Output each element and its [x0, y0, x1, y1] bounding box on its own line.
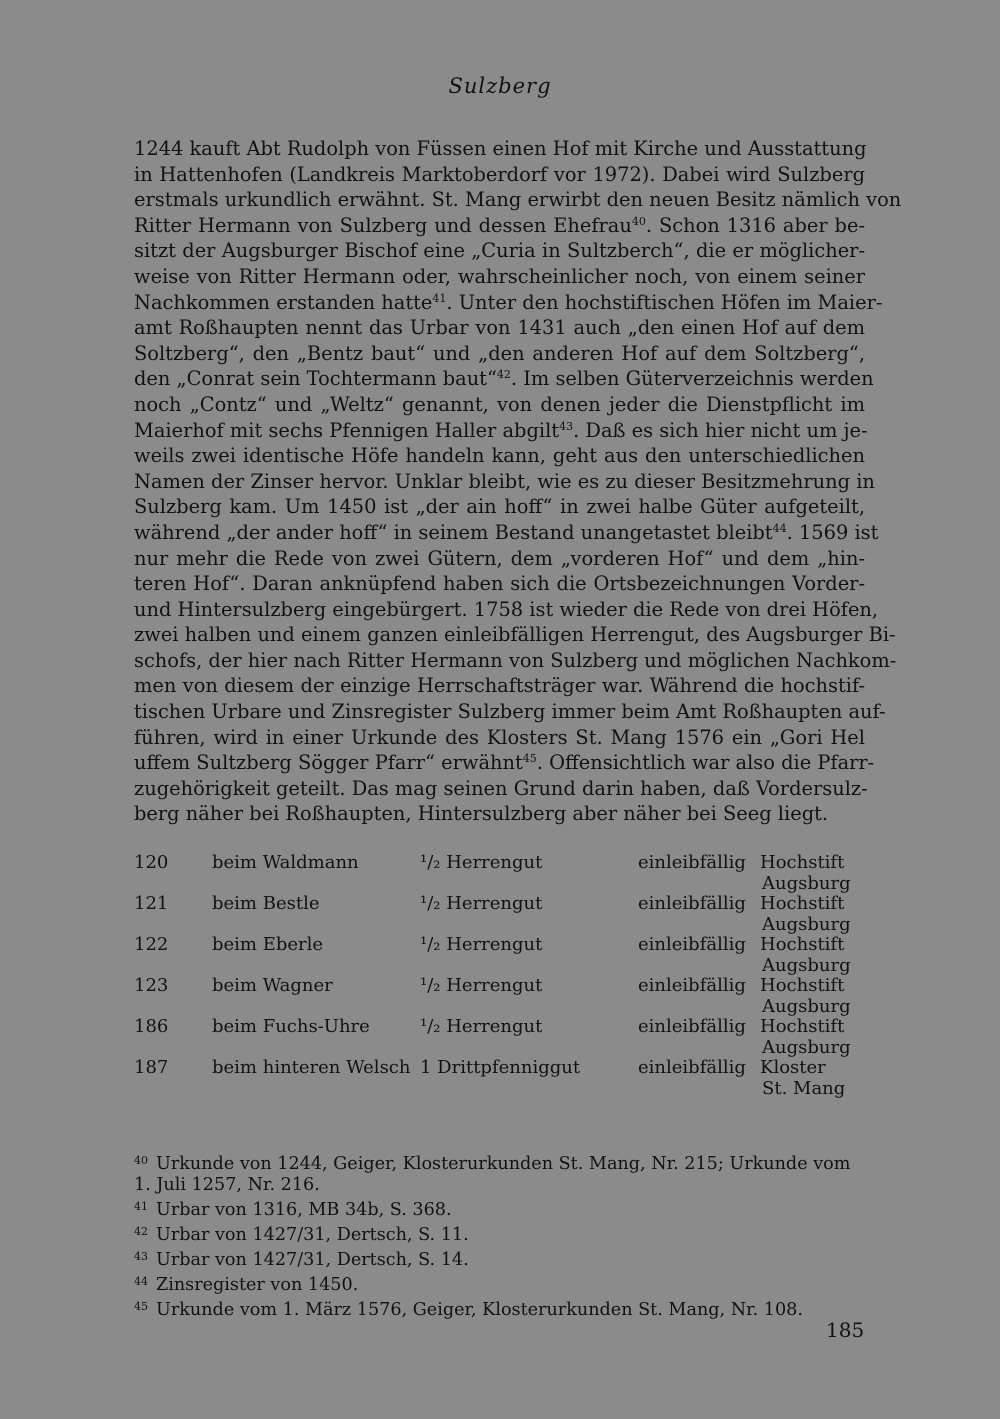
footnote: 45 Urkunde vom 1. März 1576, Geiger, Klosterurkunden St. Mang, Nr. 108.: [134, 1296, 865, 1321]
holding-size: ¹/₂ Herrengut: [420, 1016, 543, 1037]
footnote-ref: 44: [772, 521, 787, 535]
landlord: Hochstift Augsburg: [760, 852, 851, 894]
house-number: 123: [134, 975, 169, 996]
landlord: Kloster St. Mang: [760, 1057, 846, 1099]
footnote-continuation: 1. Juli 1257, Nr. 216.: [134, 1175, 320, 1195]
landlord: Hochstift Augsburg: [760, 934, 851, 976]
tenure-type: einleibfällig: [638, 893, 746, 914]
footnote-ref: 43: [559, 419, 574, 433]
holding-size: ¹/₂ Herrengut: [420, 893, 543, 914]
house-name: beim hinteren Welsch: [212, 1057, 411, 1078]
text-line: zwei halben und einem ganzen einleibfälligen Herrengut, des Augsburger Bi-: [134, 623, 896, 647]
text-line: Ritter Hermann von Sulzberg und dessen Ehefrau$^{40}$. Schon 1316 aber be-: [134, 213, 865, 237]
house-name: beim Wagner: [212, 975, 333, 996]
text-line: Maierhof mit sechs Pfennigen Haller abgilt$^{43}$. Daß es sich hier nicht um je-: [134, 418, 868, 442]
table-row: [134, 934, 865, 975]
text-line: während „der ander hoff“ in seinem Bestand unangetastet bleibt$^{44}$. 1569 ist: [134, 520, 879, 544]
house-number: 122: [134, 934, 169, 955]
house-name: beim Bestle: [212, 893, 320, 914]
text-line: uffem Sultzberg Sögger Pfarr“ erwähnt$^{45}$. Offensichtlich war also die Pfarr-: [134, 751, 875, 775]
footnote-mark: 43: [134, 1250, 148, 1263]
table-row: [134, 1057, 865, 1098]
text-line: zugehörigkeit geteilt. Das mag seinen Grund darin haben, daß Vordersulz-: [134, 776, 868, 800]
footnotes: [134, 1150, 865, 1321]
table-row: [134, 852, 865, 893]
text-line: men von diesem der einzige Herrschaftsträger war. Während die hochstif-: [134, 674, 865, 698]
holding-size: ¹/₂ Herrengut: [420, 852, 543, 873]
landlord: Hochstift Augsburg: [760, 893, 851, 935]
house-name: beim Eberle: [212, 934, 324, 955]
footnote: 44 Zinsregister von 1450.: [134, 1271, 865, 1296]
text-line: den „Conrat sein Tochtermann baut“$^{42}$. Im selben Güterverzeichnis werden: [134, 367, 874, 391]
holdings-table: [134, 852, 865, 1098]
text-line: Namen der Zinser hervor. Unklar bleibt, wie es zu dieser Besitzmehrung in: [134, 469, 875, 493]
footnote-mark: 40: [134, 1154, 148, 1167]
text-line: Nachkommen erstanden hatte$^{41}$. Unter den hochstiftischen Höfen im Maier-: [134, 290, 883, 314]
footnote: 43 Urbar von 1427/31, Dertsch, S. 14.: [134, 1246, 865, 1271]
footnote-mark: 42: [134, 1225, 148, 1238]
holding-size: ¹/₂ Herrengut: [420, 975, 543, 996]
footnote-ref: 42: [496, 368, 511, 382]
text-line: sitzt der Augsburger Bischof eine „Curia in Sultzberch“, die er möglicher-: [134, 239, 865, 263]
running-title: Sulzberg: [448, 74, 552, 98]
text-line: weils zwei identische Höfe handeln kann, geht aus den unterschiedlichen: [134, 444, 865, 468]
holding-size: 1 Drittpfenniggut: [420, 1057, 581, 1078]
table-row: [134, 975, 865, 1016]
text-line: nur mehr die Rede von zwei Gütern, dem „vorderen Hof“ und dem „hin-: [134, 546, 865, 570]
text-line: schofs, der hier nach Ritter Hermann von Sulzberg und möglichen Nachkom-: [134, 648, 897, 672]
text-line: und Hintersulzberg eingebürgert. 1758 ist wieder die Rede von drei Höfen,: [134, 597, 879, 621]
tenure-type: einleibfällig: [638, 1057, 746, 1078]
table-row: [134, 1016, 865, 1057]
tenure-type: einleibfällig: [638, 975, 746, 996]
footnote-ref: 40: [631, 214, 646, 228]
house-number: 121: [134, 893, 169, 914]
footnote-mark: 45: [134, 1300, 148, 1313]
footnote: 41 Urbar von 1316, MB 34b, S. 368.: [134, 1196, 865, 1221]
house-name: beim Fuchs-Uhre: [212, 1016, 370, 1037]
house-name: beim Waldmann: [212, 852, 359, 873]
footnote: 42 Urbar von 1427/31, Dertsch, S. 11.: [134, 1221, 865, 1246]
tenure-type: einleibfällig: [638, 1016, 746, 1037]
footnote-mark: 41: [134, 1200, 148, 1213]
house-number: 186: [134, 1016, 169, 1037]
tenure-type: einleibfällig: [638, 852, 746, 873]
landlord: Hochstift Augsburg: [760, 1016, 851, 1058]
holding-size: ¹/₂ Herrengut: [420, 934, 543, 955]
text-line: in Hattenhofen (Landkreis Marktoberdorf vor 1972). Dabei wird Sulzberg: [134, 162, 865, 186]
text-line: berg näher bei Roßhaupten, Hintersulzberg aber näher bei Seeg liegt.: [134, 802, 829, 826]
footnote-mark: 44: [134, 1275, 148, 1288]
text-line: tischen Urbare und Zinsregister Sulzberg immer beim Amt Roßhaupten auf-: [134, 700, 886, 724]
text-line: 1244 kauft Abt Rudolph von Füssen einen Hof mit Kirche und Ausstattung: [134, 137, 867, 160]
text-line: Soltzberg“, den „Bentz baut“ und „den anderen Hof auf dem Soltzberg“,: [134, 341, 865, 365]
table-row: [134, 893, 865, 934]
text-line: noch „Contz“ und „Weltz“ genannt, von denen jeder die Dienstpflicht im: [134, 392, 865, 416]
text-line: Sulzberg kam. Um 1450 ist „der ain hoff“ in zwei halbe Güter aufgeteilt,: [134, 495, 865, 519]
footnote-ref: 45: [522, 752, 537, 766]
footnote-ref: 41: [432, 291, 447, 305]
house-number: 120: [134, 852, 169, 873]
main-text: [134, 136, 902, 827]
text-line: amt Roßhaupten nennt das Urbar von 1431 auch „den einen Hof auf dem: [134, 316, 865, 340]
text-line: erstmals urkundlich erwähnt. St. Mang erwirbt den neuen Besitz nämlich von: [134, 188, 902, 212]
text-line: teren Hof“. Daran anknüpfend haben sich die Ortsbezeichnungen Vorder-: [134, 572, 865, 596]
text-line: führen, wird in einer Urkunde des Klosters St. Mang 1576 ein „Gori Hel: [134, 725, 865, 749]
house-number: 187: [134, 1057, 169, 1078]
footnote: 40 Urkunde von 1244, Geiger, Klosterurkunden St. Mang, Nr. 215; Urkunde vom: [134, 1150, 865, 1175]
tenure-type: einleibfällig: [638, 934, 746, 955]
text-line: weise von Ritter Hermann oder, wahrscheinlicher noch, von einem seiner: [134, 264, 865, 288]
page-number: 185: [826, 1318, 865, 1342]
landlord: Hochstift Augsburg: [760, 975, 851, 1017]
